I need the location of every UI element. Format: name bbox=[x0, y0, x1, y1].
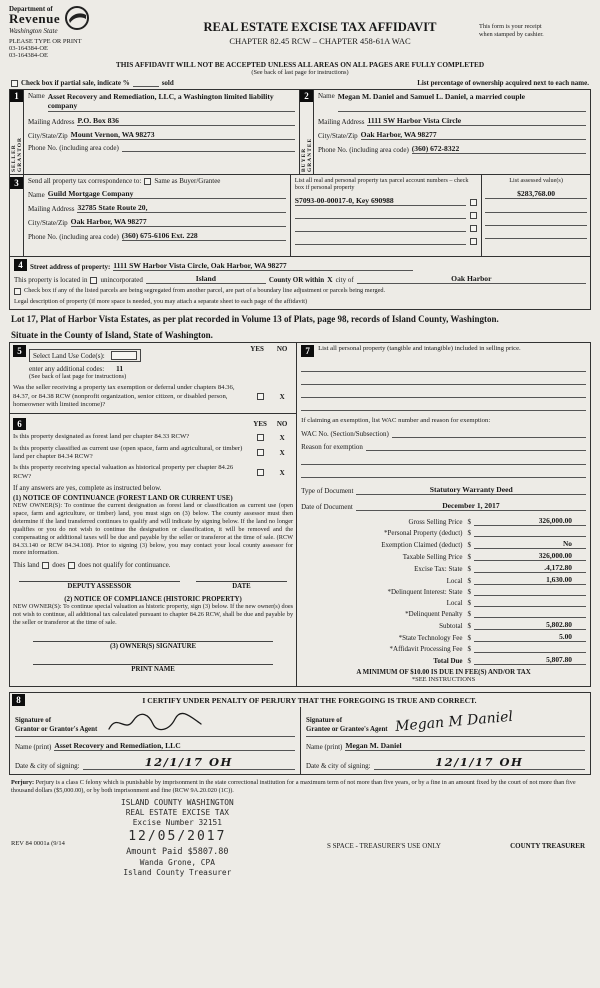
page-title: REAL ESTATE EXCISE TAX AFFIDAVIT bbox=[203, 20, 437, 34]
grantee-name-print-label: Name (print) bbox=[306, 743, 343, 752]
section-5-land-use bbox=[10, 343, 296, 414]
partial-sale-percent-blank[interactable] bbox=[133, 80, 159, 87]
taxable-selling-price-value: 326,000.00 bbox=[474, 551, 586, 561]
personal-property-label: List all personal property (tangible and intangible) included in selling price. bbox=[318, 344, 521, 352]
assessed-values-header: List assessed value(s) bbox=[509, 177, 563, 184]
dollar-sign: $ bbox=[467, 529, 471, 538]
perjury-text: Perjury is a class C felony which is punishable by imprisonment in the state correctional institution for a maximum term of not more than five years, or by a fine in an amount fixed by the court of not more than five thousand dollars ($5,000.00), or by both imprisonment and fine (RCW 9A.20.020 (1C)). bbox=[11, 779, 576, 795]
buyer-grantee-side-label: BUYER GRANTEE bbox=[300, 137, 313, 172]
notice-compliance-title: (2) NOTICE OF COMPLIANCE (HISTORIC PROPERTY) bbox=[64, 596, 242, 604]
section-4-number: 4 bbox=[14, 259, 27, 271]
exemption-blank-3 bbox=[301, 469, 586, 478]
notice-compliance-body: NEW OWNER(S): To continue special valuation as historic property, sign (3) below. If the new owner(s) does not wish to continue, all additional tax calculated pursuant to chapter 84.26 RCW, shall be due and payable by the seller or transferor at the time of sale. bbox=[13, 603, 294, 626]
historic-no-answer[interactable]: X bbox=[279, 468, 285, 477]
correspondence-phone-value: (360) 675-6106 Ext. 228 bbox=[122, 231, 286, 241]
owners-signature-label: (3) OWNER(S) SIGNATURE bbox=[110, 642, 197, 650]
section5-no-header: NO bbox=[276, 344, 288, 353]
partial-sale-label: Check box if partial sale, indicate % bbox=[21, 79, 130, 87]
notice-continuance-body: NEW OWNER(S): To continue the current designation as forest land or classification as current use (open space, farm and agriculture, or timber) land, you must sign on (3) below. The county assessor must then determine if the land transferred continues to qualify and will indicate by signing below. If the land no longer qualifies or you do not wish to continue the designation or classification, it will be removed and the compensating or additional taxes will be due and payable by the seller or transferor at the time of sale. (RCW 84.33.140 or RCW 84.34.108). Prior to signing (3) below, you may contact your local county assessor for more information. bbox=[13, 502, 294, 557]
page-subtitle: CHAPTER 82.45 RCW – CHAPTER 458-61A WAC bbox=[229, 36, 411, 46]
grantor-name-print-value: Asset Recovery and Remediation, LLC bbox=[54, 741, 295, 751]
partial-sale-row bbox=[9, 79, 591, 87]
grantee-signature-label-1: Signature of bbox=[306, 717, 343, 725]
historic-yes-checkbox[interactable] bbox=[257, 469, 264, 476]
stamp-amount-paid: Amount Paid $5807.80 bbox=[126, 847, 229, 858]
buyer-name-label: Name bbox=[318, 92, 335, 100]
delinquent-interest-state-value bbox=[474, 587, 586, 596]
land-use-label: Select Land Use Code(s): bbox=[33, 351, 105, 360]
form-revision-number: REV 84 0001a (9/14 bbox=[11, 839, 65, 847]
dollar-sign: $ bbox=[467, 518, 471, 527]
section-3-correspondence bbox=[9, 175, 591, 257]
ownership-percentage-note: List percentage of ownership acquired next to each name. bbox=[417, 79, 589, 87]
city-x-mark[interactable]: X bbox=[327, 275, 333, 284]
section-seller bbox=[10, 90, 300, 174]
forest-land-question: Is this property designated as forest land per chapter 84.33 RCW? bbox=[13, 433, 190, 441]
money-row-total-due: Total Due $ 5,807.80 bbox=[301, 655, 586, 665]
grantor-signature-label-2: Grantor or Grantor's Agent bbox=[15, 726, 98, 734]
type-of-document-value: Statutory Warranty Deed bbox=[356, 485, 586, 495]
deputy-assessor-label: DEPUTY ASSESSOR bbox=[67, 583, 132, 591]
unincorporated-label: unincorporated bbox=[100, 276, 143, 284]
grantor-name-print-label: Name (print) bbox=[15, 743, 52, 752]
qualify-does-label: does bbox=[52, 561, 66, 570]
dollar-sign: $ bbox=[467, 565, 471, 574]
section-5-number: 5 bbox=[13, 345, 26, 357]
money-row-subtotal: Subtotal $ 5,802.80 bbox=[301, 620, 586, 630]
section-2-number: 2 bbox=[300, 90, 313, 102]
grantor-signature-label-1: Signature of bbox=[15, 717, 52, 725]
type-of-document-label: Type of Document bbox=[301, 487, 354, 496]
forest-land-yes-checkbox[interactable] bbox=[257, 434, 264, 441]
please-type-note: PLEASE TYPE OR PRINT bbox=[9, 38, 82, 45]
qualify-does-not-label: does not qualify for continuance. bbox=[78, 561, 171, 570]
section-6-designations bbox=[10, 414, 296, 686]
state-technology-fee-value: 5.00 bbox=[474, 632, 586, 642]
send-correspondence-label: Send all property tax correspondence to: bbox=[28, 177, 142, 185]
section-1-number: 1 bbox=[10, 90, 23, 102]
money-row-processing-fee: *Affidavit Processing Fee $ bbox=[301, 644, 586, 653]
revenue-logo-icon bbox=[64, 5, 90, 31]
county-or-within-label: County OR within bbox=[268, 276, 325, 284]
same-as-buyer-label: Same as Buyer/Grantee bbox=[154, 177, 221, 185]
located-in-label: This property is located in bbox=[14, 276, 88, 284]
legal-description-value: Lot 17, Plat of Harbor Vista Estates, as per plat recorded in Volume 13 of Plats, page 98, records of Island County, Washington. bbox=[11, 313, 499, 324]
county-treasurer-label: COUNTY TREASURER bbox=[510, 841, 585, 850]
section6-no-header: NO bbox=[276, 420, 288, 429]
title-block bbox=[161, 5, 479, 59]
exemption-note: If claiming an exemption, list WAC number and reason for exemption: bbox=[301, 416, 491, 424]
deputy-date-line[interactable] bbox=[196, 581, 287, 582]
agency-dept-line: Department of bbox=[9, 5, 53, 13]
gross-selling-price-value: 326,000.00 bbox=[474, 516, 586, 526]
stamp-treasurer-name: Wanda Grone, CPA bbox=[139, 858, 215, 868]
section-8-certification bbox=[9, 692, 591, 775]
print-name-label: PRINT NAME bbox=[131, 665, 175, 673]
money-row-excise-local: Local $ 1,630.00 bbox=[301, 575, 586, 585]
receipt-note-line2: when stamped by cashier. bbox=[479, 31, 544, 39]
personal-property-checkbox-4[interactable] bbox=[470, 238, 477, 245]
grantor-certification bbox=[10, 707, 300, 774]
historic-property-question: Is this property receiving special valuation as historical property per chapter 84.26 RCW? bbox=[13, 464, 234, 480]
personal-property-checkbox-2[interactable] bbox=[470, 212, 477, 219]
segregated-label: Check box if any of the listed parcels are being segregated from another parcel, are part of a boundary line adjustment or parcels being merged. bbox=[24, 287, 386, 294]
correspondence-address-value: 32785 State Route 20, bbox=[77, 203, 285, 213]
section-4-property bbox=[9, 257, 591, 310]
dollar-sign: $ bbox=[467, 588, 471, 597]
grantor-date-city-label: Date & city of signing: bbox=[15, 762, 80, 771]
seller-name-value: Asset Recovery and Remediation, LLC, a Washington limited liability company bbox=[48, 92, 295, 112]
partial-sale-checkbox[interactable] bbox=[11, 80, 18, 87]
seller-citystatezip-label: City/State/Zip bbox=[28, 132, 68, 140]
seller-name-label: Name bbox=[28, 92, 45, 100]
dollar-sign: $ bbox=[467, 634, 471, 643]
street-address-label: Street address of property: bbox=[30, 263, 111, 271]
sold-label: sold bbox=[161, 79, 174, 87]
dollar-sign: $ bbox=[467, 599, 471, 608]
personal-property-blank-3 bbox=[301, 389, 586, 398]
money-row-delinquent-interest-state: *Delinquent Interest: State $ bbox=[301, 587, 586, 596]
buyer-name-value: Megan M. Daniel and Samuel L. Daniel, a married couple bbox=[338, 92, 586, 112]
total-due-value: 5,807.80 bbox=[474, 655, 586, 665]
correspondence-citystatezip-value: Oak Harbor, WA 98277 bbox=[71, 217, 286, 227]
dollar-sign: $ bbox=[467, 645, 471, 654]
if-yes-note: If any answers are yes, complete as instructed below. bbox=[13, 484, 162, 493]
buyer-citystatezip-value: Oak Harbor, WA 98277 bbox=[361, 130, 586, 140]
situate-line: Situate in the County of Island, State of Washington. bbox=[9, 330, 591, 343]
buyer-phone-label: Phone No. (including area code) bbox=[318, 146, 409, 154]
section-6-number: 6 bbox=[13, 418, 26, 430]
grantee-signature[interactable]: Megan M Daniel bbox=[394, 709, 514, 736]
buyer-address-label: Mailing Address bbox=[318, 118, 365, 126]
legal-description-label: Legal description of property (if more space is needed, you may attach a separate sheet to each page of the affidavit) bbox=[14, 297, 308, 305]
county-value: Island bbox=[146, 274, 266, 284]
delinquent-penalty-value bbox=[474, 609, 586, 618]
personal-property-checkbox-3[interactable] bbox=[470, 225, 477, 232]
treasurer-space-note: S SPACE - TREASURER'S USE ONLY bbox=[327, 841, 441, 850]
exemption-claimed-value: No bbox=[474, 539, 586, 549]
seller-grantor-side-label: SELLER GRANTOR bbox=[10, 136, 23, 172]
treasurer-footer bbox=[9, 798, 591, 884]
additional-codes-row bbox=[29, 364, 243, 373]
money-row-gross: Gross Selling Price $ 326,000.00 bbox=[301, 516, 586, 526]
owners-signature-line[interactable] bbox=[33, 641, 273, 642]
land-use-code-box[interactable] bbox=[111, 351, 137, 360]
date-of-document-value: December 1, 2017 bbox=[356, 501, 586, 511]
grantee-date-city-label: Date & city of signing: bbox=[306, 762, 371, 771]
dollar-sign: $ bbox=[467, 553, 471, 562]
receipt-note bbox=[479, 5, 591, 59]
stamp-tax-line: REAL ESTATE EXCISE TAX bbox=[125, 808, 229, 818]
grantee-name-print-value: Megan M. Daniel bbox=[345, 741, 585, 751]
city-of-label: city of bbox=[335, 276, 354, 284]
deputy-date-label: DATE bbox=[232, 583, 251, 591]
agency-name bbox=[9, 5, 60, 35]
certify-statement: I CERTIFY UNDER PENALTY OF PERJURY THAT THE FOREGOING IS TRUE AND CORRECT. bbox=[142, 695, 477, 705]
money-row-delinquent-interest-local: Local $ bbox=[301, 598, 586, 607]
money-row-personal-property: *Personal Property (deduct) $ bbox=[301, 528, 586, 537]
wac-number-label: WAC No. (Section/Subsection) bbox=[301, 430, 389, 439]
section-7-selling-price bbox=[297, 343, 590, 686]
assessed-blank-3 bbox=[485, 217, 587, 226]
see-back-note: (See back of last page for instructions) bbox=[251, 69, 349, 76]
qualify-pre-label: This land bbox=[13, 561, 40, 570]
section6-yes-header: YES bbox=[253, 420, 267, 429]
money-row-delinquent-penalty: *Delinquent Penalty $ bbox=[301, 609, 586, 618]
does-not-qualify-checkbox[interactable] bbox=[68, 562, 75, 569]
current-use-question: Is this property classified as current use (open space, farm and agricultural, or timber) land per chapter 84.34 RCW? bbox=[13, 444, 243, 461]
form-header bbox=[9, 5, 591, 59]
stamp-date: 12/05/2017 bbox=[128, 829, 227, 845]
grantee-date-city-value: 12/1/17 OH bbox=[374, 755, 585, 770]
wac-number-blank bbox=[392, 429, 586, 438]
parcel-blank-4 bbox=[295, 236, 466, 245]
deputy-assessor-signature-line[interactable] bbox=[19, 581, 180, 582]
perjury-clause bbox=[9, 779, 591, 795]
correspondence-citystatezip-label: City/State/Zip bbox=[28, 219, 68, 227]
deferral-no-answer[interactable]: X bbox=[279, 392, 285, 401]
street-address-value: 1111 SW Harbor Vista Circle, Oak Harbor, WA 98277 bbox=[113, 261, 413, 271]
date-of-document-label: Date of Document bbox=[301, 503, 353, 512]
notice-continuance-title: (1) NOTICE OF CONTINUANCE (FOREST LAND OR CURRENT USE) bbox=[13, 495, 233, 503]
agency-revenue-line: Revenue bbox=[9, 11, 61, 26]
segregated-checkbox[interactable] bbox=[14, 288, 21, 295]
additional-codes-value: 11 bbox=[115, 364, 124, 374]
affidavit-processing-fee-value bbox=[474, 644, 586, 653]
personal-property-blank-1 bbox=[301, 363, 586, 372]
agency-state-line: Washington State bbox=[9, 27, 58, 35]
grantee-certification bbox=[300, 707, 590, 774]
qualify-line bbox=[13, 561, 293, 569]
money-row-taxable: Taxable Selling Price $ 326,000.00 bbox=[301, 551, 586, 561]
seller-citystatezip-value: Mount Vernon, WA 98273 bbox=[71, 130, 295, 140]
dollar-sign: $ bbox=[467, 541, 471, 550]
reason-exemption-blank bbox=[366, 442, 586, 451]
exemption-blank-2 bbox=[301, 456, 586, 465]
assessed-value: $283,768.00 bbox=[485, 189, 587, 199]
buyer-citystatezip-label: City/State/Zip bbox=[318, 132, 358, 140]
stamp-excise-number: Excise Number 32151 bbox=[132, 818, 222, 828]
form-code-2: 03-164384-OE bbox=[9, 52, 48, 59]
subtotal-value: 5,802.80 bbox=[474, 620, 586, 630]
buyer-phone-value: (360) 672-8322 bbox=[412, 144, 586, 154]
section-3-number: 3 bbox=[10, 177, 23, 189]
parcel-blank-3 bbox=[295, 223, 466, 232]
land-use-code-row bbox=[29, 349, 141, 362]
seller-phone-label: Phone No. (including area code) bbox=[28, 144, 119, 152]
seller-address-label: Mailing Address bbox=[28, 118, 75, 126]
money-row-excise-state: Excise Tax: State $ .4,172.80 bbox=[301, 563, 586, 573]
section-buyer bbox=[300, 90, 590, 174]
money-row-exemption: Exemption Claimed (deduct) $ No bbox=[301, 539, 586, 549]
delinquent-interest-local-value bbox=[474, 598, 586, 607]
parcel-numbers-header: List all real and personal property tax parcel account numbers – check box if personal property bbox=[294, 177, 469, 192]
see-instructions-note: *SEE INSTRUCTIONS bbox=[411, 676, 476, 684]
stamp-county-line: ISLAND COUNTY WASHINGTON bbox=[121, 797, 234, 807]
grantee-signature-label-2: Grantee or Grantee's Agent bbox=[306, 726, 388, 734]
personal-property-checkbox-1[interactable] bbox=[470, 199, 477, 206]
dollar-sign: $ bbox=[467, 610, 471, 619]
same-as-buyer-checkbox[interactable] bbox=[144, 178, 151, 185]
form-code-1: 03-164384-OE bbox=[9, 45, 48, 52]
reason-exemption-label: Reason for exemption bbox=[301, 443, 363, 452]
excise-tax-state-value: .4,172.80 bbox=[474, 563, 586, 573]
unincorporated-checkbox[interactable] bbox=[90, 277, 97, 284]
parcel-number-value: S7093-00-00017-0, Key 690988 bbox=[295, 196, 466, 206]
personal-property-blank-2 bbox=[301, 376, 586, 385]
excise-tax-local-value: 1,630.00 bbox=[474, 575, 586, 585]
receipt-note-line1: This form is your receipt bbox=[479, 23, 542, 30]
dollar-sign: $ bbox=[467, 657, 471, 666]
parties-row bbox=[9, 89, 591, 175]
deferral-question: Was the seller receiving a property tax exemption or deferral under chapters 84.36, 84.37, or 84.38 RCW (nonprofit organization, senior citizen, or disabled person, homeowner with limited income)? bbox=[13, 384, 235, 408]
current-use-no-answer[interactable]: X bbox=[279, 449, 285, 458]
perjury-label: Perjury: bbox=[11, 779, 35, 787]
forest-land-no-answer[interactable]: X bbox=[279, 433, 285, 442]
grantor-signature[interactable] bbox=[105, 711, 205, 735]
grantor-date-city-value: 12/1/17 OH bbox=[83, 755, 295, 770]
correspondence-name-label: Name bbox=[28, 191, 45, 199]
correspondence-name-value: Guild Mortgage Company bbox=[48, 189, 286, 199]
section-7-number: 7 bbox=[301, 345, 314, 357]
city-value: Oak Harbor bbox=[357, 274, 586, 284]
seller-phone-value bbox=[122, 151, 295, 152]
correspondence-address-label: Mailing Address bbox=[28, 205, 75, 213]
stamp-treasurer-title: Island County Treasurer bbox=[123, 868, 232, 878]
deferral-yes-checkbox[interactable] bbox=[257, 393, 264, 400]
buyer-address-value: 1111 SW Harbor Vista Circle bbox=[367, 116, 586, 126]
middle-sections bbox=[9, 343, 591, 687]
minimum-due-note: A MINIMUM OF $10.00 IS DUE IN FEE(S) AND/OR TAX bbox=[356, 669, 531, 677]
dollar-sign: $ bbox=[467, 577, 471, 586]
personal-property-deduct-value bbox=[474, 528, 586, 537]
treasurer-stamp bbox=[121, 798, 234, 879]
personal-property-blank-4 bbox=[301, 402, 586, 411]
correspondence-phone-label: Phone No. (including area code) bbox=[28, 233, 119, 241]
additional-codes-label: enter any additional codes: bbox=[29, 365, 105, 374]
does-qualify-checkbox[interactable] bbox=[42, 562, 49, 569]
section-8-number: 8 bbox=[12, 694, 25, 706]
section5-yes-header: YES bbox=[250, 344, 264, 353]
assessed-blank-4 bbox=[485, 230, 587, 239]
print-name-line[interactable] bbox=[33, 664, 273, 665]
money-row-technology-fee: *State Technology Fee $ 5.00 bbox=[301, 632, 586, 642]
parcel-blank-2 bbox=[295, 210, 466, 219]
dollar-sign: $ bbox=[467, 622, 471, 631]
assessed-blank-2 bbox=[485, 204, 587, 213]
section5-see-back-note: (See back of last page for instructions) bbox=[29, 373, 127, 381]
seller-address-value: P.O. Box 836 bbox=[77, 116, 295, 126]
current-use-yes-checkbox[interactable] bbox=[257, 449, 264, 456]
acceptance-warning: THIS AFFIDAVIT WILL NOT BE ACCEPTED UNLESS ALL AREAS ON ALL PAGES ARE FULLY COMPLETED bbox=[115, 60, 485, 69]
agency-block bbox=[9, 5, 161, 59]
